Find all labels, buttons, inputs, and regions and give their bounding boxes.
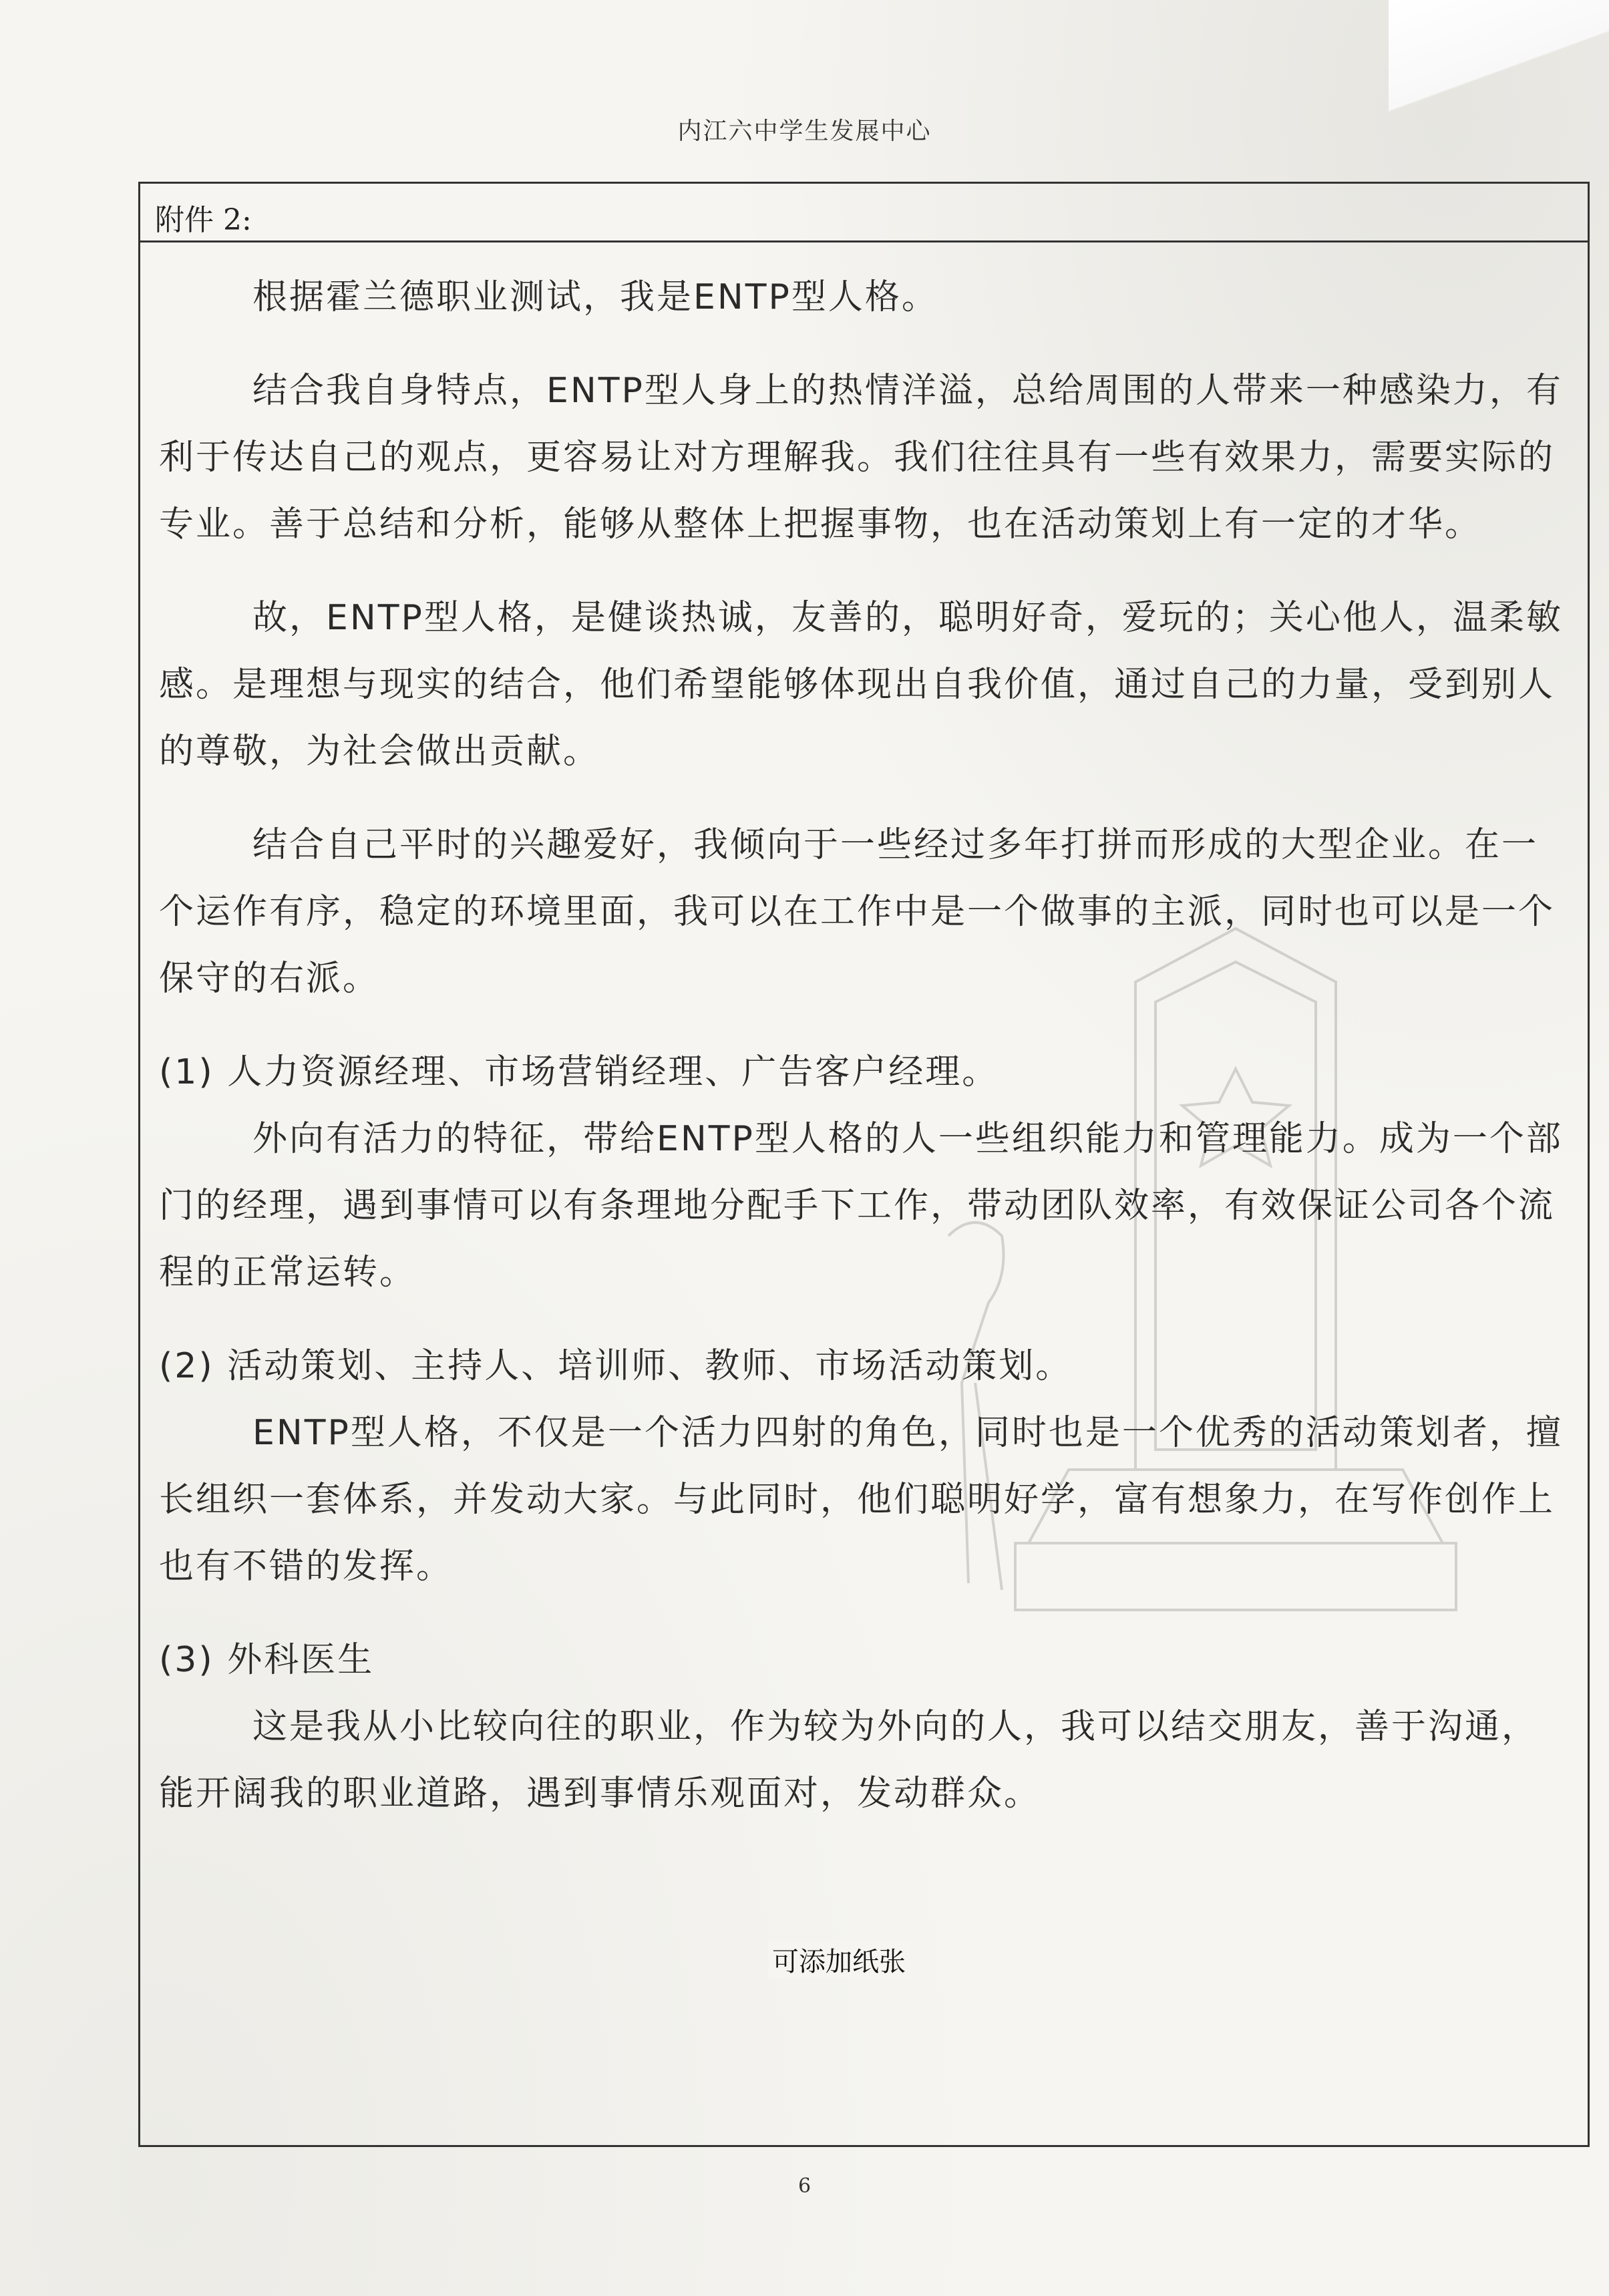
form-frame	[138, 182, 1590, 2147]
essay-paragraph-1: 根据霍兰德职业测试，我是ENTP型人格。	[252, 277, 938, 317]
essay-paragraph-2: 结合我自身特点，ENTP型人身上的热情洋溢，总给周围的人带来一种感染力，有利于传达自己的观点，更容易让对方理解我。我们往往具有一些有效果力，需要实际的专业。善于总结和分析，能够从整体上把握事物，也在活动策划上有一定的才华。	[159, 371, 1563, 544]
attachment-label: 附件 2:	[155, 203, 252, 237]
career-option-1-text: 外向有活力的特征，带给ENTP型人格的人一些组织能力和管理能力。成为一个部门的经理，遇到事情可以有条理地分配手下工作，带动团队效率，有效保证公司各个流程的正常运转。	[159, 1119, 1563, 1293]
essay-paragraph-4: 结合自己平时的兴趣爱好，我倾向于一些经过多年打拼而形成的大型企业。在一个运作有序，稳定的环境里面，我可以在工作中是一个做事的主派，同时也可以是一个保守的右派。	[159, 825, 1556, 999]
frame-header-row	[140, 184, 1588, 242]
career-option-2-title: (2) 活动策划、主持人、培训师、教师、市场活动策划。	[159, 1346, 1073, 1386]
career-option-3-text: 这是我从小比较向往的职业，作为较为外向的人，我可以结交朋友，善于沟通，能开阔我的职业道路，遇到事情乐观面对，发动群众。	[159, 1707, 1539, 1814]
torn-corner	[1389, 0, 1609, 120]
career-option-1-title: (1) 人力资源经理、市场营销经理、广告客户经理。	[159, 1052, 999, 1092]
essay-paragraph-3: 故，ENTP型人格，是健谈热诚，友善的，聪明好奇，爱玩的；关心他人，温柔敏感。是理想与现实的结合，他们希望能够体现出自我价值，通过自己的力量，受到别人的尊敬，为社会做出贡献。	[159, 598, 1563, 772]
page-number: 6	[797, 2174, 812, 2198]
add-paper-note: 可添加纸张	[768, 1941, 910, 1979]
career-option-3-title: (3) 外科医生	[159, 1640, 375, 1680]
page-header-title: 内江六中学生发展中心	[677, 118, 932, 145]
career-option-2-text: ENTP型人格，不仅是一个活力四射的角色，同时也是一个优秀的活动策划者，擅长组织一套体系，并发动大家。与此同时，他们聪明好学，富有想象力，在写作创作上也有不错的发挥。	[159, 1413, 1563, 1587]
handwritten-essay	[159, 264, 1568, 1827]
